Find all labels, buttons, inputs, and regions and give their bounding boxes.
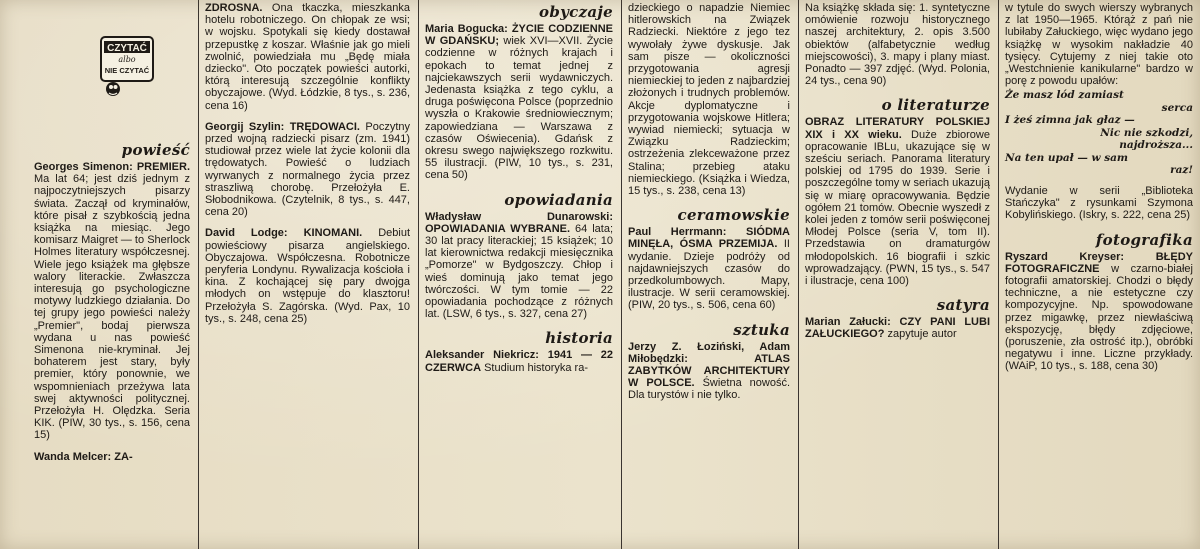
column-2 xyxy=(201,0,414,549)
column-divider xyxy=(998,0,999,549)
entry-author: Jerzy Z. Łoziński, Adam Miłobędzki: xyxy=(628,340,790,365)
poem-line: raz! xyxy=(1170,164,1193,177)
entry-title: OBRAZ LITERATURY POLSKIEJ XIX i XX wieku. xyxy=(805,116,990,141)
entry-text: Świetna nowość. Dla turystów i nie tylko. xyxy=(628,377,791,402)
entry-szylin xyxy=(205,121,410,219)
column-4 xyxy=(624,0,794,549)
entry-text: w tytule do swych wierszy wybranych z lat 1950—1965. Którąż z pań nie lubiłaby Załuckiego, więc wydano jego książkę w wysokim nakładzie 40 tysięcy. Cytujemy z niej takie oto „Westchnienie kanikularne" bardzo w porę z powodu upałów: xyxy=(1005,2,1193,88)
entry-author: Maria Bogucka: xyxy=(425,23,508,35)
entry-author: Georgij Szylin: xyxy=(205,120,285,133)
entry-title: ŻYCIE CODZIENNE W GDAŃSKU; xyxy=(425,23,613,48)
entry-atlas-continued xyxy=(805,2,990,87)
section-heading-ceramowskie: ceramowskie xyxy=(677,206,790,225)
entry-text: Debiut powieściowy pisarza angielskiego. Obyczajowa. Współczesna. Robotnicze peryferia Londynu. Rywalizacja kościoła i kina. Z kochającej się pary dwojga młodych on wstępuje do klasztoru! Przełożyła S. Zagórska. (Wyd. Pax, 10 tys., s. 248, cena 25) xyxy=(205,227,410,325)
poem-line: Że masz lód zamiast xyxy=(1005,89,1124,102)
entry-niekricz xyxy=(425,349,613,373)
poem-excerpt xyxy=(1005,89,1193,177)
entry-obraz-literatury xyxy=(805,116,990,287)
entry-text: Duże zbiorowe opracowanie IBLu, ukazujące się w sześciu seriach. Panorama literatury polskiej od 1795 do 1939. Serie i poszczególne tomy w seriach ukazują się w miarę opracowywania. Będzie ogółem 21 tomów. Obecnie wyszedł z kolei jeden z tomów serii poświęconej Młodej Polsce (seria V, tom II). Przedstawia on dramaturgów młodopolskich. 16 biografii i szkic wprowadzający. (PWN, 15 tys., s. 547 i ilustracje, cena 100) xyxy=(805,128,990,288)
logo-line-2: albo xyxy=(118,55,136,64)
entry-niekricz-continued xyxy=(628,2,790,197)
section-heading-satyra: satyra xyxy=(936,296,990,315)
entry-text: dzieckiego o napadzie Niemiec hitlerowskich na Związek Radziecki. Niektóre z jego tez wywołały żywe dyskusje. Jak sam pisze — okoliczności przygotowania agresji niemieckiej to jeden z najbardziej złożonych i trudnych problemów. Akcje dyplomatyczne i przygotowania wojskowe Hitlera; wywiad niemiecki; sytuacja w Związku Radzieckim; ostrzeżenia zlekceważone przez Stalina; przebieg ataku niemieckiego. (Książka i Wiedza, 15 tys., s. 238, cena 13) xyxy=(628,2,790,198)
entry-author: Paul Herrmann: xyxy=(628,226,727,239)
poem-line: Nic nie szkodzi, xyxy=(1100,126,1193,139)
entry-text: Poczytny przed wojną radziecki pisarz (zm. 1941) studiował przez wiele lat życie kolonii dla trędowatych. Powieść o ludziach wyrwanych z normalnego życia przez straszliwą chorobę. Przełożyła E. Słobodnikowa. (Czytelnik, 8 tys., s. 447, cena 20) xyxy=(205,120,410,219)
logo-line-1: CZYTAĆ xyxy=(107,43,147,54)
entry-kreyser xyxy=(1005,251,1193,373)
entry-biblioteka-stanczyka xyxy=(1005,185,1193,222)
entry-author: Ryszard Kreyser: xyxy=(1005,250,1125,263)
entry-title: PREMIER. xyxy=(136,161,191,173)
entry-zalucki xyxy=(805,316,990,340)
entry-herrmann xyxy=(628,226,790,311)
entry-title: ZA- xyxy=(114,450,133,463)
entry-title: TRĘDOWACI. xyxy=(289,120,360,133)
column-divider xyxy=(198,0,199,549)
entry-zazdrosna xyxy=(205,2,410,112)
entry-author: Marian Załucki: xyxy=(805,316,891,329)
column-3 xyxy=(421,0,617,549)
column-6 xyxy=(1001,0,1197,549)
entry-text: wiek XVI—XVII. Życie codzienne w różnych krajach i epokach to temat jednej z najciekawszych serii wydawniczych. Jedenasta książka z tego cyklu, a druga poświęcona Polsce (poprzednio wyszła o Krakowie średniowiecznym; zapowiedziana — Warszawa z czasów Oświecenia). Gdańsk z okresu swego największego rozkwitu. 55 ilustracji. (PIW, 10 tys., s. 231, cena 50) xyxy=(425,35,613,182)
entry-text: w czarno-białej fotografii amatorskiej. Chodzi o błędy techniczne, a nie estetyczne czy kompozycyjne. Np. spowodowane przez migawkę, przez niewłaściwą ekspozycję, błędy zdjęciowe, (poruszenie, zła ostrość itp.), obróbki negatywu i inne. Liczne przykłady. (WAiP, 10 tys., s. 188, cena 30) xyxy=(1005,262,1193,373)
section-heading-o-literaturze: o literaturze xyxy=(881,96,990,115)
section-heading-historia: historia xyxy=(545,329,613,348)
entry-title: ATLAS ZABYTKÓW ARCHITEKTURY W POLSCE. xyxy=(628,352,790,390)
entry-text: Na książkę składa się: 1. syntetyczne omówienie rozwoju historycznego naszej architektury, 2. opis 3.500 obiektów (alfabetycznie według miejscowości), 3. mapy i plany miast. Ponadto — 397 zdjęć. (Wyd. Polonia, 24 tys., cena 90) xyxy=(805,2,990,88)
logo-line-3: NIE CZYTAĆ xyxy=(104,66,150,75)
entry-lozinski xyxy=(628,341,790,402)
entry-text: 64 lata; 30 lat pracy literackiej; 15 książek; 10 lat kierownictwa redakcji miesięcznika „Pomorze" w Bydgoszczy. Chłop i wieś dominują jako temat jego twórczości. W tym tomie — 22 opowiadania pochodzące z różnych lat. (LSW, 6 tys., s. 327, cena 27) xyxy=(425,222,613,321)
entry-title: KINOMANI. xyxy=(303,227,363,240)
section-heading-fotografika: fotografika xyxy=(1095,230,1193,249)
entry-text: zapytuje autor xyxy=(887,328,957,341)
entry-author: Georges Simenon: xyxy=(34,161,133,173)
column-1 xyxy=(30,0,194,549)
entry-bogucka xyxy=(425,23,613,182)
entry-text: Studium historyka ra- xyxy=(484,361,589,374)
entry-title: ZDROSNA. xyxy=(205,2,263,14)
poem-line: najdroższa... xyxy=(1119,139,1193,152)
entry-author: David Lodge: xyxy=(205,227,288,240)
entry-text: Wydanie w serii „Biblioteka Stańczyka" z rysunkami Szymona Kobylińskiego. (Iskry, s. 222, cena 25) xyxy=(1005,184,1193,222)
section-heading-obyczaje: obyczaje xyxy=(539,3,613,21)
entry-title: BŁĘDY FOTOGRAFICZNE xyxy=(1005,250,1193,275)
column-5 xyxy=(801,0,994,549)
entry-text: Ona tkaczka, mieszkanka hotelu robotniczego. On chłopak ze wsi; w wojsku. Spotykali się kiedy dostawał przepustkę z koszar. Właśnie jak go mieli zwolnić, powiedziała mu „Będę miała dziecko". Oto początek powieści autorki, którą interesują szczególnie konflikty obyczajowe. (Wyd. Łódzkie, 8 tys., s. 236, cena 16) xyxy=(205,2,410,112)
poem-line: Na ten upał — w sam xyxy=(1005,151,1129,164)
entry-melcer xyxy=(34,451,190,463)
entry-simenon xyxy=(34,161,190,442)
entry-author: Wanda Melcer: xyxy=(34,450,112,463)
entry-lodge xyxy=(205,227,410,325)
section-heading-powiesc: powieść xyxy=(121,141,190,159)
entry-title: OPOWIADANIA WYBRANE. xyxy=(425,222,571,235)
entry-author: Aleksander Niekricz: xyxy=(425,349,539,362)
entry-dunarowski xyxy=(425,211,613,321)
poem-line: serca xyxy=(1161,101,1193,114)
poem-line: I żeś zimna jak głaz — xyxy=(1005,114,1135,127)
column-divider xyxy=(418,0,419,549)
entry-text: II wydanie. Dzieje podróży od najdawniejszych czasów do przedkolumbowych. Mapy, ilustracje. W serii ceramowskiej. (PIW, 20 tys., s. 506, cena 60) xyxy=(628,238,790,312)
section-heading-opowiadania: opowiadania xyxy=(504,190,613,209)
column-divider xyxy=(621,0,622,549)
entry-author: Władysław Dunarowski: xyxy=(425,210,613,223)
section-heading-sztuka: sztuka xyxy=(733,320,790,339)
entry-title: 1941 — 22 CZERWCA xyxy=(425,349,613,374)
entry-title: SIÓDMA MINĘŁA, ÓSMA PRZEMIJA. xyxy=(628,226,790,251)
entry-zalucki-continued xyxy=(1005,2,1193,87)
entry-text: Ma lat 64; jest dziś jednym z najpoczytniejszych pisarzy świata. Zaczął od kryminałów, które pisał z szybkością jedna książka na miesiąc. Jego komisarz Maigret — to Sherlock Holmes literatury współczesnej. Wiele jego książek ma głębsze walory literackie. Zwłaszcza interesują go psychologiczne motywy ludzkiego działania. Do tej grupy jego powieści należy „Premier", bodaj pierwsza wydana u nas powieść Simenona nie-kryminał. Jej bohaterem jest stary, były premier, który ponownie, we wspomnieniach przeżywa lata swej aktywności politycznej. Przełożyła H. Olędzka. Seria KIK. (PIW, 30 tys., s. 156, cena 15) xyxy=(34,173,190,442)
column-divider xyxy=(798,0,799,549)
entry-title: CZY PANI LUBI ZAŁUCKIEGO? xyxy=(805,316,990,341)
